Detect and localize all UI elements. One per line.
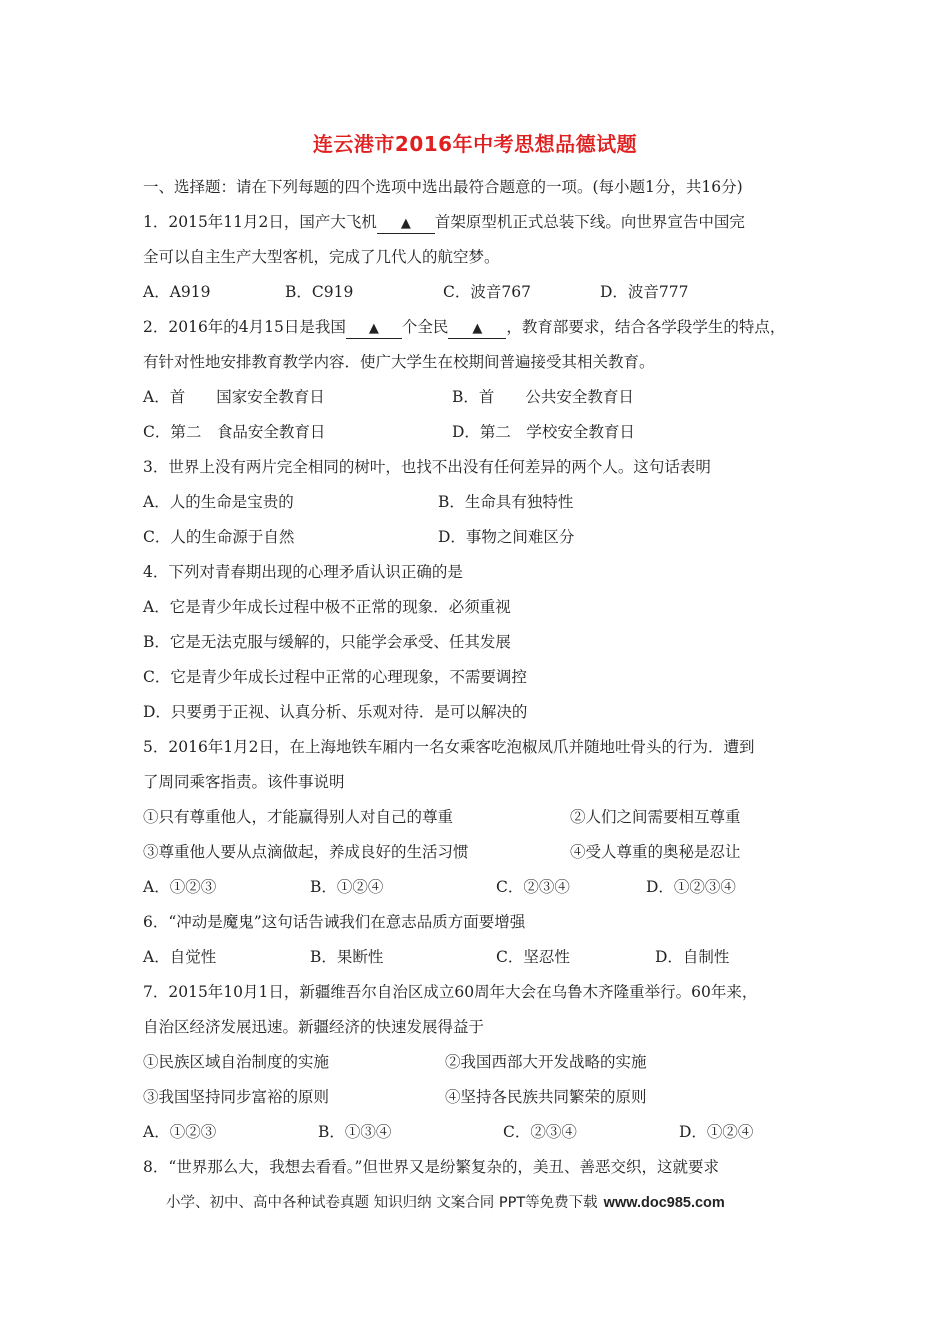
question-3-option-a: A．人的生命是宝贵的: [143, 493, 294, 511]
footer-url[interactable]: www.doc985.com: [603, 1195, 725, 1211]
question-1-option-b: B．C919: [285, 283, 354, 301]
question-4-option-d: D．只要勇于正视、认真分析、乐观对待．是可以解决的: [143, 703, 528, 721]
question-3-stem: 3．世界上没有两片完全相同的树叶，也找不出没有任何差异的两个人。这句话表明: [143, 458, 711, 476]
page-title: 连云港市2016年中考思想品德试题: [312, 132, 638, 156]
question-5-option-a: A．①②③: [143, 878, 217, 896]
question-6-option-b: B．果断性: [310, 948, 384, 966]
answer-blank: ▲: [377, 215, 435, 234]
section-instruction: 一、选择题：请在下列每题的四个选项中选出最符合题意的一项。(每小题1分，共16分): [143, 178, 743, 196]
question-1-option-c: C．波音767: [443, 283, 531, 301]
question-7-stem: 7．2015年10月1日，新疆维吾尔自治区成立60周年大会在乌鲁木齐隆重举行。60年来，: [143, 983, 758, 1001]
question-8-stem: 8．“世界那么大，我想去看看。”但世界又是纷繁复杂的，美丑、善恶交织，这就要求: [143, 1158, 719, 1176]
question-5-statement-4: ④受人尊重的奥秘是忍让: [570, 843, 741, 861]
question-4-option-c: C．它是青少年成长过程中正常的心理现象，不需要调控: [143, 668, 527, 686]
question-5-option-b: B．①②④: [310, 878, 384, 896]
answer-blank: ▲: [448, 320, 506, 339]
question-2-line2: 有针对性地安排教育教学内容．使广大学生在校期间普遍接受其相关教育。: [143, 353, 655, 371]
question-6-option-d: D．自制性: [655, 948, 730, 966]
question-2-text-cont: ，教育部要求，结合各学段学生的特点，: [506, 318, 786, 336]
question-6-stem: 6．“冲动是魔鬼”这句话告诫我们在意志品质方面要增强: [143, 913, 526, 931]
question-2-option-c: C．第二 食品安全教育日: [143, 423, 326, 441]
question-1-option-a: A．A919: [143, 283, 211, 301]
question-7-statement-4: ④坚持各民族共同繁荣的原则: [445, 1088, 647, 1106]
question-6-option-a: A．自觉性: [143, 948, 217, 966]
question-5-statement-1: ①只有尊重他人，才能赢得别人对自己的尊重: [143, 808, 454, 826]
question-4-option-a: A．它是青少年成长过程中极不正常的现象．必须重视: [143, 598, 511, 616]
question-3-option-b: B．生命具有独特性: [438, 493, 574, 511]
question-1-stem: [143, 211, 745, 234]
question-7-option-b: B．①③④: [318, 1123, 392, 1141]
question-6-option-c: C．坚忍性: [496, 948, 570, 966]
question-1-text-cont: 首架原型机正式总装下线。向世界宣告中国完: [434, 213, 745, 231]
question-7-line2: 自治区经济发展迅速。新疆经济的快速发展得益于: [143, 1018, 485, 1036]
question-2-text-mid: 个全民: [401, 318, 449, 336]
question-2-option-b: B．首 公共安全教育日: [452, 388, 634, 406]
question-5-stem: 5．2016年1月2日，在上海地铁车厢内一名女乘客吃泡椒凤爪并随地吐骨头的行为．遭到: [143, 738, 755, 756]
question-7-option-d: D．①②④: [679, 1123, 754, 1141]
question-2-option-d: D．第二 学校安全教育日: [452, 423, 635, 441]
answer-blank: ▲: [346, 320, 402, 339]
question-3-option-c: C．人的生命源于自然: [143, 528, 295, 546]
question-2-option-a: A．首 国家安全教育日: [143, 388, 325, 406]
question-1-line2: 全可以自主生产大型客机，完成了几代人的航空梦。: [143, 248, 500, 266]
question-3-option-d: D．事物之间难区分: [438, 528, 575, 546]
question-2-text: 2．2016年的4月15日是我国: [143, 318, 346, 336]
question-7-option-c: C．②③④: [503, 1123, 577, 1141]
question-4-option-b: B．它是无法克服与缓解的，只能学会承受、任其发展: [143, 633, 511, 651]
question-5-statement-3: ③尊重他人要从点滴做起，养成良好的生活习惯: [143, 843, 469, 861]
footer-banner: [166, 1191, 725, 1212]
question-5-option-c: C．②③④: [496, 878, 570, 896]
question-1-text: 1．2015年11月2日，国产大飞机: [143, 213, 377, 231]
question-7-statement-3: ③我国坚持同步富裕的原则: [143, 1088, 330, 1106]
question-4-stem: 4．下列对青春期出现的心理矛盾认识正确的是: [143, 563, 463, 581]
question-1-option-d: D．波音777: [600, 283, 689, 301]
question-5-line2: 了周同乘客指责。该件事说明: [143, 773, 345, 791]
question-7-option-a: A．①②③: [143, 1123, 217, 1141]
footer-text: 小学、初中、高中各种试卷真题 知识归纳 文案合同 PPT等免费下载: [166, 1195, 598, 1211]
question-7-statement-2: ②我国西部大开发战略的实施: [445, 1053, 647, 1071]
question-2-stem: [143, 316, 785, 339]
question-7-statement-1: ①民族区域自治制度的实施: [143, 1053, 330, 1071]
question-5-statement-2: ②人们之间需要相互尊重: [570, 808, 741, 826]
question-5-option-d: D．①②③④: [646, 878, 736, 896]
